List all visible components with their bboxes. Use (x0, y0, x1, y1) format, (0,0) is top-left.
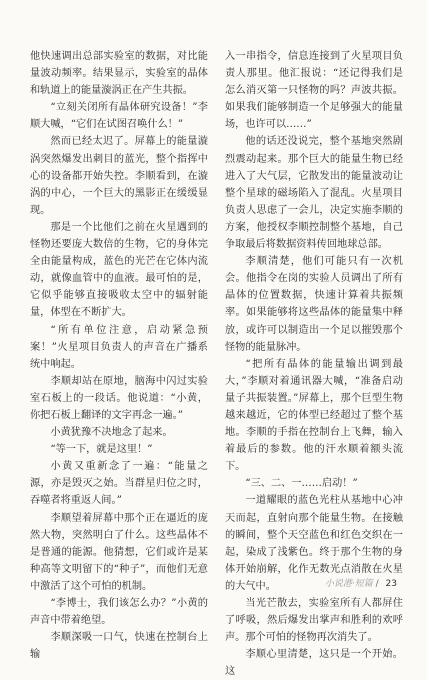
paragraph: “所有单位注意，启动紧急预案！”火星项目负责人的声音在广播系统中响起。 (30, 324, 208, 370)
paragraph: “把所有晶体的能量输出调到最大，”李顺对着通讯器大喊，“准备启动量子共振装置。”屏幕上，那个巨型生物越来越近，它的体型已经超过了整个基地。李顺的手指在控制台上飞舞，输入着最后的参数。他的汗水顺着额头流下。 (225, 358, 403, 473)
paragraph: 小黄又重新念了一遍：“能量之源，亦是毁灭之始。当群星归位之时，吞噬者将重返人间。” (30, 461, 208, 507)
paragraph: 然而已经太迟了。屏幕上的能量漩涡突然爆发出刺目的蓝光，整个指挥中心的设备都开始失控。李顺看到，在漩涡的中心，一个巨大的黑影正在缓缓显现。 (30, 136, 208, 216)
paragraph: “三、二、一……启动！” (245, 478, 358, 490)
paragraph: 李顺望着屏幕中那个正在逼近的庞然大物，突然明白了什么。这些晶体不是普通的能源。他猜想，它们或许是某种高等文明留下的“种子”，而他们无意中激活了这个可怕的机制。 (30, 512, 208, 592)
left-column (30, 48, 208, 663)
paragraph: 当光芒散去，实验室所有人都屏住了呼吸，然后爆发出掌声和胜利的欢呼声。那个可怕的怪物再次消失了。 (225, 598, 403, 644)
page-footer (325, 576, 397, 589)
paragraph: “李博士，我们该怎么办？”小黄的声音中带着绝望。 (30, 598, 208, 627)
footer-separator: / (375, 579, 379, 589)
paragraph: 那是一个比他们之前在火星遇到的怪物还要庞大数倍的生物，它的身体完全由能量构成，蓝色的光芒在它体内流动，就像血管中的血液。最可怕的是，它似乎能够直接吸收太空中的辐射能量，体型在不断扩大。 (30, 221, 208, 319)
paragraph: 他快速调出总部实验室的数据，对比能量波动频率。结果显示，实验室的晶体和轨道上的能量漩涡正在产生共振。 (30, 51, 208, 97)
paragraph: 一道耀眼的蓝色光柱从基地中心冲天而起，直射向那个能量生物。在接触的瞬间，整个天空蓝色和红色交织在一起，染成了浅紫色。终于那个生物的身体开始崩解，化作无数光点消散在火星的大气中。 (225, 495, 403, 592)
paragraph: 李顺清楚，他们可能只有一次机会。他指令在岗的实验人员调出了所有晶体的位置数据，快速计算着共振频率。如果能够将这些晶体的能量集中释放，或许可以制造出一个足以摧毁那个怪物的能量脉冲。 (225, 256, 403, 353)
paragraph: 他的话还没说完，整个基地突然剧烈震动起来。那个巨大的能量生物已经进入了大气层，它散发出的能量波动让整个星球的磁场陷入了混乱。火星项目负责人思虑了一会儿，决定实施李顺的方案，他授权李顺控制整个基地，自己争取最后将数据资料传回地球总部。 (225, 136, 403, 251)
series-title: 小说港·短篇 (324, 579, 373, 589)
paragraph: 李顺却站在原地，脑海中闪过实验室石板上的一段话。他说道：“小黄，你把石板上翻译的文字再念一遍。” (30, 375, 208, 421)
paragraph: 入一串指令，信息连接到了火星项目负责人那里。他汇报说：“还记得我们是怎么消灭第一只怪物的吗？声波共振。如果我们能够制造一个足够强大的能量场，也许可以……” (225, 51, 403, 131)
paragraph: 李顺心里清楚，这只是一个开始。这 (225, 649, 403, 678)
paragraph: 李顺深吸一口气，快速在控制台上输 (30, 632, 208, 661)
paragraph: 小黄犹豫不决地念了起来。 (50, 427, 173, 439)
paragraph: “等一下，就是这里！” (50, 444, 153, 456)
paragraph: “立刻关闭所有晶体研究设备！”李顺大喊，“它们在试图召唤什么！” (30, 102, 208, 131)
page-number: 23 (385, 579, 397, 589)
